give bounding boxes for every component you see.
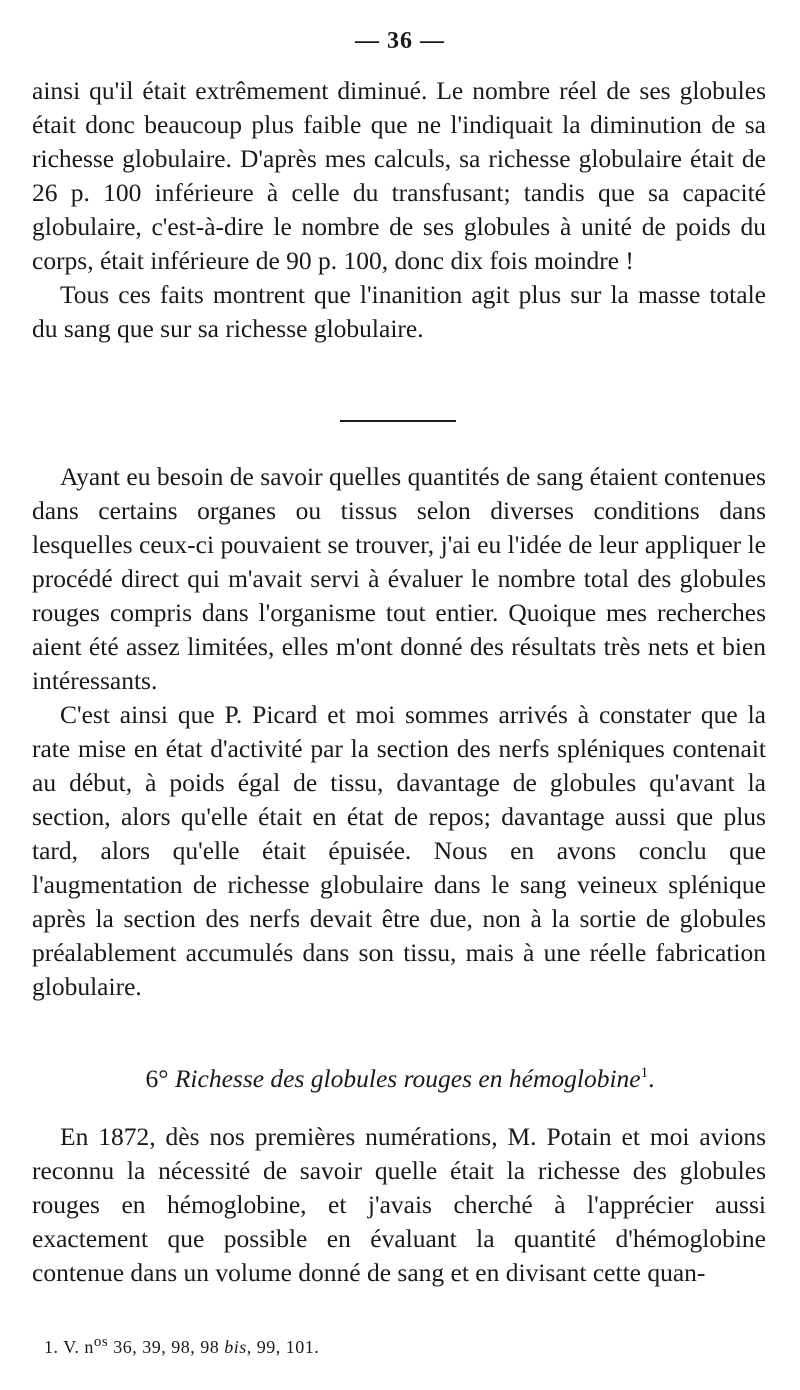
footnote-prefix: V. n — [63, 1337, 94, 1357]
paragraph: Tous ces faits montrent que l'inanition agit plus sur la masse totale du sang que sur sa richesse globulaire. — [32, 280, 766, 343]
footnote-marker: 1. — [44, 1337, 59, 1357]
paragraph-continued: ainsi qu'il était extrêmement diminué. Le nombre réel de ses globules était donc beaucoup plus faible que ne l'indiquait la diminution de sa richesse globulaire. D'après mes calculs, sa richesse globulaire était de 26 p. 100 inférieure à celle du transfusant; tandis que sa capacité globulaire, c'est-à-dire le nombre de ses globules à unité de poids du corps, était inférieure de 90 p. 100, donc dix fois moindre ! — [32, 76, 766, 275]
footnote — [44, 1334, 319, 1358]
footnote-numbers: 36, 39, 98, 98 — [113, 1337, 220, 1357]
paragraph: C'est ainsi que P. Picard et moi sommes arrivés à constater que la rate mise en état d'activité par la section des nerfs spléniques contenait au début, à poids égal de tissu, davantage de globules qu'avant la section, alors qu'elle était en état de repos; davantage aussi que plus tard, alors qu'elle était épuisée. Nous en avons conclu que l'augmentation de richesse globulaire dans le sang veineux splénique après la section des nerfs devait être due, non à la sortie de globules préalablement accumulés dans son tissu, mais à une réelle fabrication globulaire. — [32, 700, 766, 1001]
top-text-block — [32, 74, 766, 346]
footnote-reference: 1 — [640, 1065, 649, 1081]
paragraph: Ayant eu besoin de savoir quelles quantités de sang étaient contenues dans certains organes ou tissus selon diverses conditions dans lesquelles ceux-ci pouvaient se trouver, j'ai eu l'idée de leur appliquer le procédé direct qui m'avait servi à évaluer le nombre total des globules rouges compris dans l'organisme tout entier. Quoique mes recherches aient été assez limitées, elles m'ont donné des résultats très nets et bien intéressants. — [32, 462, 766, 695]
footnote-superscript: os — [93, 1334, 109, 1350]
footnote-numbers-end: , 99, 101. — [246, 1337, 320, 1357]
footnote-bis: bis — [224, 1337, 247, 1357]
section-number: 6° — [145, 1064, 169, 1093]
page-number: — 36 — — [355, 28, 445, 54]
paragraph: En 1872, dès nos premières numérations, M. Potain et moi avions reconnu la nécessité de savoir quelle était la richesse des globules rouges en hémoglobine, et j'avais cherché à l'apprécier aussi exactement que possible en évaluant la quantité d'hémoglobine contenue dans un volume donné de sang et en divisant cette quan- — [32, 1122, 766, 1287]
section-title-punctuation: . — [648, 1064, 655, 1093]
section-title: Richesse des globules rouges en hémoglobine — [174, 1064, 641, 1093]
section-heading — [0, 1056, 800, 1096]
middle-text-block — [32, 460, 766, 1004]
section-divider-rule — [340, 420, 456, 422]
bottom-text-block — [32, 1120, 766, 1290]
